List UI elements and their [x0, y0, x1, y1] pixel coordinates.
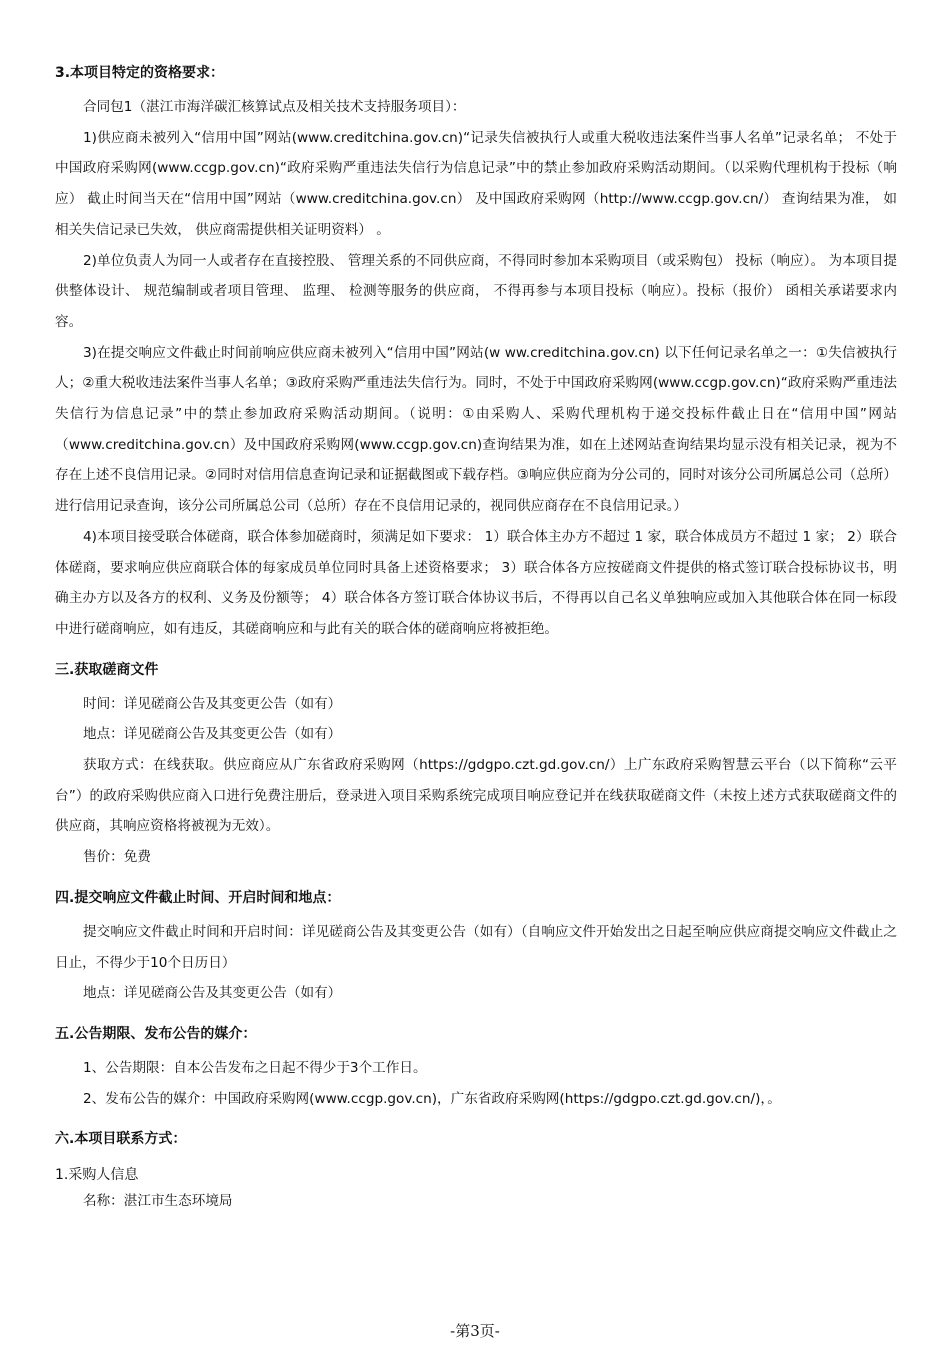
obtain-place: 地点：详见磋商公告及其变更公告（如有）: [83, 726, 342, 743]
section-four-heading: 四.提交响应文件截止时间、开启时间和地点：: [55, 889, 341, 906]
submission-deadline: 提交响应文件截止时间和开启时间：详见磋商公告及其变更公告（如有）（自响应文件开始发出之日起至响应供应商提交响应文件截止之日止，不得少于10个日历日）: [55, 923, 897, 971]
document-body: [55, 62, 897, 1217]
section-3-heading: 3.本项目特定的资格要求：: [55, 65, 225, 81]
requirement-3: 3)在提交响应文件截止时间前响应供应商未被列入“信用中国”网站(w ww.creditchina.gov.cn) 以下任何记录名单之一：①失信被执行人；②重大税收违法案件当事人名单；③政府采购严重违法失信行为。同时，不处于中国政府采购网(www.ccgp.gov.cn)“政府采购严重违法失信行为信息记录”中的禁止参加政府采购活动期间。（说明：①由采购人、采购代理机构于递交投标件截止日在“信用中国”网站（www.creditchina.gov.cn）及中国政府采购网(www.ccgp.gov.cn)查询结果为准，如在上述网站查询结果均显示没有相关记录，视为不存在上述不良信用记录。②同时对信用信息查询记录和证据截图或下载存档。③响应供应商为分公司的，同时对该分公司所属总公司（总所）进行信用记录查询，该分公司所属总公司（总所）存在不良信用记录的，视同供应商存在不良信用记录。）: [55, 344, 897, 515]
announcement-period: 1、公告期限：自本公告发布之日起不得少于3个工作日。: [83, 1059, 427, 1076]
requirement-2: 2)单位负责人为同一人或者存在直接控股、 管理关系的不同供应商，不得同时参加本采购项目（或采购包） 投标（响应）。 为本项目提供整体设计、 规范编制或者项目管理、 监理、 检测等服务的供应商， 不得再参与本项目投标（响应）。投标（报价） 函相关承诺要求内容。: [55, 252, 897, 330]
obtain-method: 获取方式：在线获取。供应商应从广东省政府采购网（https://gdgpo.czt.gd.gov.cn/）上广东政府采购智慧云平台（以下简称“云平台”）的政府采购供应商入口进行免费注册后，登录进入项目采购系统完成项目响应登记并在线获取磋商文件（未按上述方式获取磋商文件的供应商，其响应资格将被视为无效）。: [55, 757, 897, 835]
section-six-heading: 六.本项目联系方式：: [55, 1131, 187, 1148]
announcement-media: 2、发布公告的媒介：中国政府采购网(www.ccgp.gov.cn)，广东省政府采购网(https://gdgpo.czt.gd.gov.cn/)，。: [83, 1090, 781, 1107]
page-number: -第3页-: [450, 1322, 500, 1340]
section-three-heading: 三.获取磋商文件: [55, 661, 159, 678]
requirement-1: 1)供应商未被列入“信用中国”网站(www.creditchina.gov.cn)“记录失信被执行人或重大税收违法案件当事人名单”记录名单； 不处于中国政府采购网(www.ccgp.gov.cn)“政府采购严重违法失信行为信息记录”中的禁止参加政府采购活动期间。（以采购代理机构于投标（响应） 截止时间当天在“信用中国”网站（www.creditchina.gov.cn） 及中国政府采购网（http://www.ccgp.gov.cn/） 查询结果为准， 如相关失信记录已失效， 供应商需提供相关证明资料） 。: [55, 129, 897, 238]
obtain-time: 时间：详见磋商公告及其变更公告（如有）: [83, 695, 342, 712]
purchaser-name: 名称：湛江市生态环境局: [83, 1193, 233, 1210]
section-five-heading: 五.公告期限、发布公告的媒介：: [55, 1025, 257, 1042]
submission-place: 地点：详见磋商公告及其变更公告（如有）: [83, 985, 342, 1002]
obtain-price: 售价：免费: [83, 849, 151, 866]
contract-package-line: 合同包1（湛江市海洋碳汇核算试点及相关技术支持服务项目）：: [83, 99, 466, 115]
requirement-4: 4)本项目接受联合体磋商，联合体参加磋商时，须满足如下要求： 1）联合体主办方不超过 1 家，联合体成员方不超过 1 家； 2）联合体磋商，要求响应供应商联合体的每家成员单位同时具备上述资格要求； 3）联合体各方应按磋商文件提供的格式签订联合投标协议书，明确主办方以及各方的权利、义务及份额等； 4）联合体各方签订联合体协议书后，不得再以自己名义单独响应或加入其他联合体在同一标段中进行磋商响应，如有违反，其磋商响应和与此有关的联合体的磋商响应将被拒绝。: [55, 528, 897, 637]
purchaser-info-heading: 1.采购人信息: [55, 1167, 139, 1184]
